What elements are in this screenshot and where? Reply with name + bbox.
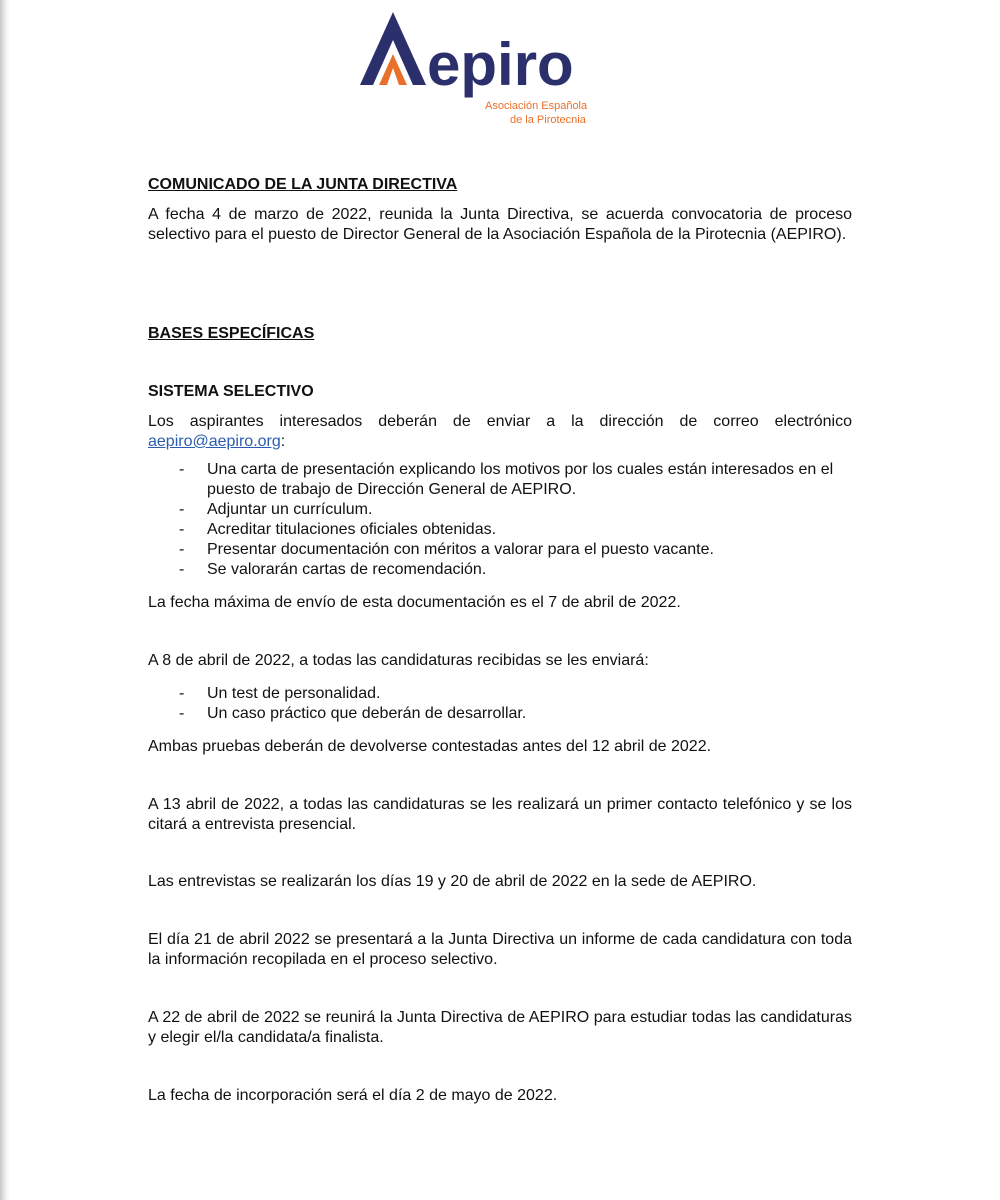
- list-item: [148, 540, 852, 560]
- interviews-paragraph: Las entrevistas se realizarán los días 19 y 20 de abril de 2022 en la sede de AEPIRO.: [148, 873, 757, 890]
- logo-subtitle-line1: Asociación Española: [485, 100, 588, 112]
- list-item: [148, 460, 852, 500]
- list-item: [148, 560, 852, 580]
- svg-text:epiro: epiro: [427, 31, 574, 98]
- sistema-intro-end: :: [280, 433, 286, 450]
- sistema-intro: Los aspirantes interesados deberán de enviar a la dirección de correo electrónico: [148, 413, 852, 430]
- dash-mark: -: [179, 561, 185, 578]
- list-item-text: Acreditar titulaciones oficiales obtenidas.: [207, 521, 497, 538]
- april21-paragraph: El día 21 de abril 2022 se presentará a la Junta Directiva un informe de cada candidatura con toda la información recopilada en el proceso selectivo.: [148, 931, 852, 968]
- list-item: [148, 704, 852, 724]
- dash-mark: -: [179, 501, 185, 518]
- tests-list: [148, 684, 852, 724]
- list-item: [148, 684, 852, 704]
- list-item-text: Un caso práctico que deberán de desarrollar.: [207, 705, 527, 722]
- communique-title: COMUNICADO DE LA JUNTA DIRECTIVA: [148, 176, 458, 193]
- email-link[interactable]: aepiro@aepiro.org: [148, 433, 281, 450]
- list-item-text: Se valorarán cartas de recomendación.: [207, 561, 487, 578]
- start-date-paragraph: La fecha de incorporación será el día 2 de mayo de 2022.: [148, 1087, 558, 1104]
- sistema-title: SISTEMA SELECTIVO: [148, 383, 314, 400]
- list-item-text: Una carta de presentación explicando los motivos por los cuales están interesados en el puesto de trabajo de Dirección General de AEPIRO.: [207, 461, 834, 498]
- document-body: [148, 175, 852, 1106]
- list-item-text: Presentar documentación con méritos a valorar para el puesto vacante.: [207, 541, 714, 558]
- dash-mark: -: [179, 705, 185, 722]
- dash-mark: -: [179, 685, 185, 702]
- communique-body: A fecha 4 de marzo de 2022, reunida la Junta Directiva, se acuerda convocatoria de proceso selectivo para el puesto de Director General de la Asociación Española de la Pirotecnia (AEPIRO).: [148, 206, 852, 243]
- deadline-paragraph: La fecha máxima de envío de esta documentación es el 7 de abril de 2022.: [148, 594, 681, 611]
- sistema-intro-paragraph: [148, 412, 852, 452]
- dash-mark: -: [179, 461, 185, 478]
- dash-mark: -: [179, 521, 185, 538]
- aepiro-logo: [355, 10, 605, 130]
- tests-deadline-paragraph: Ambas pruebas deberán de devolverse contestadas antes del 12 abril de 2022.: [148, 738, 712, 755]
- list-item: [148, 500, 852, 520]
- april13-paragraph: A 13 abril de 2022, a todas las candidaturas se les realizará un primer contacto telefónico y se los citará a entrevista presencial.: [148, 796, 852, 833]
- april22-paragraph: A 22 de abril de 2022 se reunirá la Junta Directiva de AEPIRO para estudiar todas las candidaturas y elegir el/la candidata/a finalista.: [148, 1009, 852, 1046]
- logo-subtitle-line2: de la Pirotecnia: [510, 114, 586, 126]
- list-item-text: Adjuntar un currículum.: [207, 501, 373, 518]
- list-item-text: Un test de personalidad.: [207, 685, 381, 702]
- dash-mark: -: [179, 541, 185, 558]
- page-edge-shadow: [0, 0, 10, 1200]
- requirements-list: [148, 460, 852, 580]
- list-item: [148, 520, 852, 540]
- bases-title: BASES ESPECÍFICAS: [148, 325, 315, 342]
- april8-paragraph: A 8 de abril de 2022, a todas las candidaturas recibidas se les enviará:: [148, 652, 649, 669]
